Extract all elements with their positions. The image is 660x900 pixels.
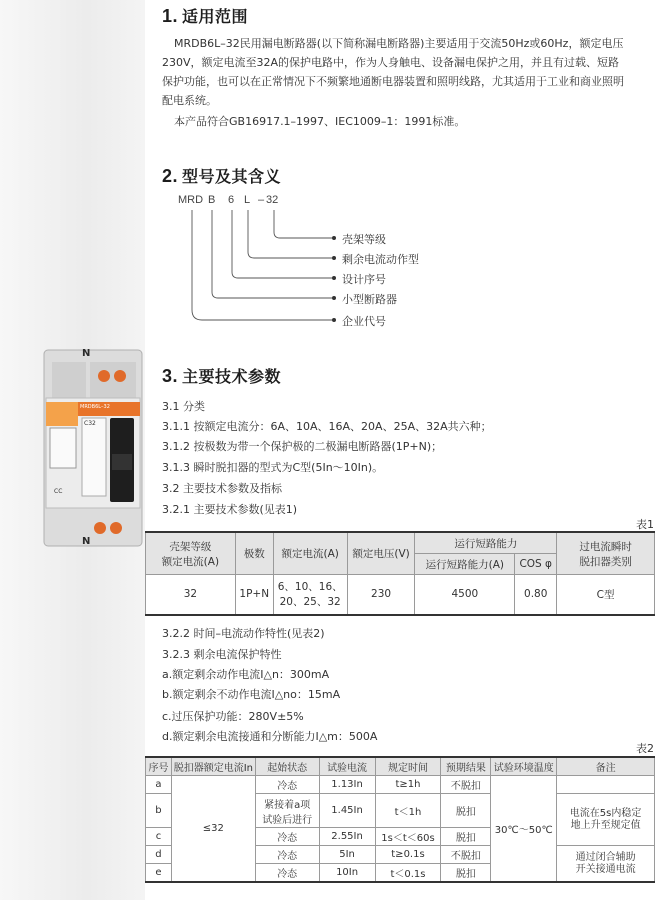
t2-result-b: 脱扣 (441, 794, 491, 828)
spec-line-c: c.过压保护功能：280V±5% (162, 710, 304, 723)
device-label-n-bottom: N (82, 536, 91, 547)
t2-state-c: 冷态 (255, 828, 319, 846)
spec-line-d: d.额定剩余电流接通和分断能力I△m：500A (162, 730, 378, 743)
t1-h-current: 额定电流(A) (273, 532, 347, 575)
t1-current-value: 6、10、16、 20、25、32 (273, 575, 347, 615)
t2-id-a: a (146, 776, 172, 794)
t2-note-de: 通过闭合辅助 开关接通电流 (557, 846, 655, 883)
t1-h-sc-group: 运行短路能力 (415, 532, 557, 554)
device-cc-mark: CC (54, 488, 63, 495)
t2-current-b: 1.45In (319, 794, 375, 828)
t2-time-c: 1s＜t＜60s (375, 828, 441, 846)
t1-h-poles: 极数 (235, 532, 273, 575)
model-part-32: 32 (266, 194, 279, 206)
model-part-b: B (208, 194, 216, 206)
spec-line-3-1-2: 3.1.2 按极数为带一个保护极的二极漏电断路器(1P+N)； (162, 440, 443, 453)
t2-h-note: 备注 (557, 757, 655, 776)
table2-header-row (146, 757, 655, 776)
t2-id-d: d (146, 846, 172, 864)
model-part-dash: – (258, 194, 265, 206)
t2-state-a: 冷态 (255, 776, 319, 794)
t2-note-a (557, 776, 655, 794)
spec-line-3-2-1: 3.2.1 主要技术参数(见表1) (162, 503, 298, 516)
t1-h-capacity: 运行短路能力(A) (415, 554, 515, 575)
t2-h-temp: 试验环境温度 (491, 757, 557, 776)
model-diagram-lines (170, 206, 350, 336)
t2-current-e: 10In (319, 864, 375, 883)
t2-result-e: 脱扣 (441, 864, 491, 883)
t1-cos-value: 0.80 (515, 575, 557, 615)
spec-line-3-1-1: 3.1.1 按额定电流分：6A、10A、16A、20A、25A、32A共六种； (162, 420, 492, 433)
t2-temp-value: 30℃～50℃ (491, 776, 557, 883)
t2-id-e: e (146, 864, 172, 883)
device-brand-label: MRDB6L–32 (80, 404, 110, 410)
t2-time-d: t≥0.1s (375, 846, 441, 864)
t2-state-d: 冷态 (255, 846, 319, 864)
t2-time-a: t≥1h (375, 776, 441, 794)
meaning-design-serial: 设计序号 (342, 273, 386, 286)
t2-rated-value: ≤32 (171, 776, 255, 883)
t2-h-current: 试验电流 (319, 757, 375, 776)
table-row (146, 776, 655, 794)
spec-line-a: a.额定剩余动作电流I△n：300mA (162, 668, 330, 681)
spec-line-b: b.额定剩余不动作电流I△no：15mA (162, 688, 341, 701)
section1-heading: 1. 适用范围 (162, 6, 249, 26)
t1-poles-value: 1P+N (235, 575, 273, 615)
t2-h-state: 起始状态 (255, 757, 319, 776)
t1-h-cos: COS φ (515, 554, 557, 575)
t2-result-a: 不脱扣 (441, 776, 491, 794)
t1-voltage-value: 230 (347, 575, 415, 615)
table2-caption: 表2 (636, 742, 654, 755)
breaker-product-image (38, 342, 146, 552)
spec-line-3-2-2: 3.2.2 时间–电流动作特性(见表2) (162, 627, 325, 640)
section1-line-4: 配电系统。 (162, 94, 217, 107)
model-part-mrd: MRD (178, 194, 204, 206)
spec-line-3-1: 3.1 分类 (162, 400, 205, 413)
section1-line-2: 230V，额定电流至32A的保护电路中，作为人身触电、设备漏电保护之用，并且有过载、短路 (162, 56, 620, 69)
t1-h-voltage: 额定电压(V) (347, 532, 415, 575)
t2-time-e: t＜0.1s (375, 864, 441, 883)
t1-trip-value: C型 (557, 575, 655, 615)
table1-header-row-1 (146, 532, 655, 554)
section3-heading: 3. 主要技术参数 (162, 366, 282, 386)
table-row (146, 575, 655, 615)
t2-id-b: b (146, 794, 172, 828)
model-part-l: L (244, 194, 251, 206)
t1-frame-value: 32 (146, 575, 236, 615)
table1-caption: 表1 (636, 518, 654, 531)
section1-paragraph (162, 34, 657, 131)
t1-capacity-value: 4500 (415, 575, 515, 615)
t2-h-time: 规定时间 (375, 757, 441, 776)
meaning-residual-type: 剩余电流动作型 (342, 253, 419, 266)
spec-line-3-2-3: 3.2.3 剩余电流保护特性 (162, 648, 282, 661)
t2-state-e: 冷态 (255, 864, 319, 883)
spec-line-3-2: 3.2 主要技术参数及指标 (162, 482, 282, 495)
table2 (145, 756, 655, 883)
t2-result-d: 不脱扣 (441, 846, 491, 864)
section1-standard-line: 本产品符合GB16917.1–1997、IEC1009–1：1991标准。 (174, 115, 466, 128)
t2-h-rated: 脱扣器额定电流In (171, 757, 255, 776)
device-rating-label: C32 (84, 420, 96, 427)
t2-state-b: 紧接着a项 试验后进行 (255, 794, 319, 828)
t2-h-id: 序号 (146, 757, 172, 776)
t2-h-result: 预期结果 (441, 757, 491, 776)
t2-time-b: t＜1h (375, 794, 441, 828)
section2-heading: 2. 型号及其含义 (162, 166, 282, 186)
t2-current-c: 2.55In (319, 828, 375, 846)
t1-h-trip: 过电流瞬时 脱扣器类别 (557, 532, 655, 575)
table1 (145, 531, 655, 616)
t2-id-c: c (146, 828, 172, 846)
device-label-n-top: N (82, 348, 91, 359)
model-part-6: 6 (228, 194, 235, 206)
t2-current-d: 5In (319, 846, 375, 864)
meaning-frame-rating: 壳架等级 (342, 233, 386, 246)
meaning-company-code: 企业代号 (342, 315, 386, 328)
t2-current-a: 1.13In (319, 776, 375, 794)
spec-line-3-1-3: 3.1.3 瞬时脱扣器的型式为C型(5In～10In)。 (162, 461, 384, 474)
t2-note-b: 电流在5s内稳定 地上升至规定值 (557, 794, 655, 846)
t2-result-c: 脱扣 (441, 828, 491, 846)
meaning-mini-breaker: 小型断路器 (342, 293, 397, 306)
section1-line-3: 保护功能，也可以在正常情况下不频繁地通断电器装置和照明线路，尤其适用于工业和商业照明 (162, 75, 624, 88)
section1-line-1: MRDB6L–32民用漏电断路器(以下简称漏电断路器)主要适用于交流50Hz或60Hz，额定电压 (174, 37, 624, 50)
t1-h-frame: 壳架等级 额定电流(A) (146, 532, 236, 575)
